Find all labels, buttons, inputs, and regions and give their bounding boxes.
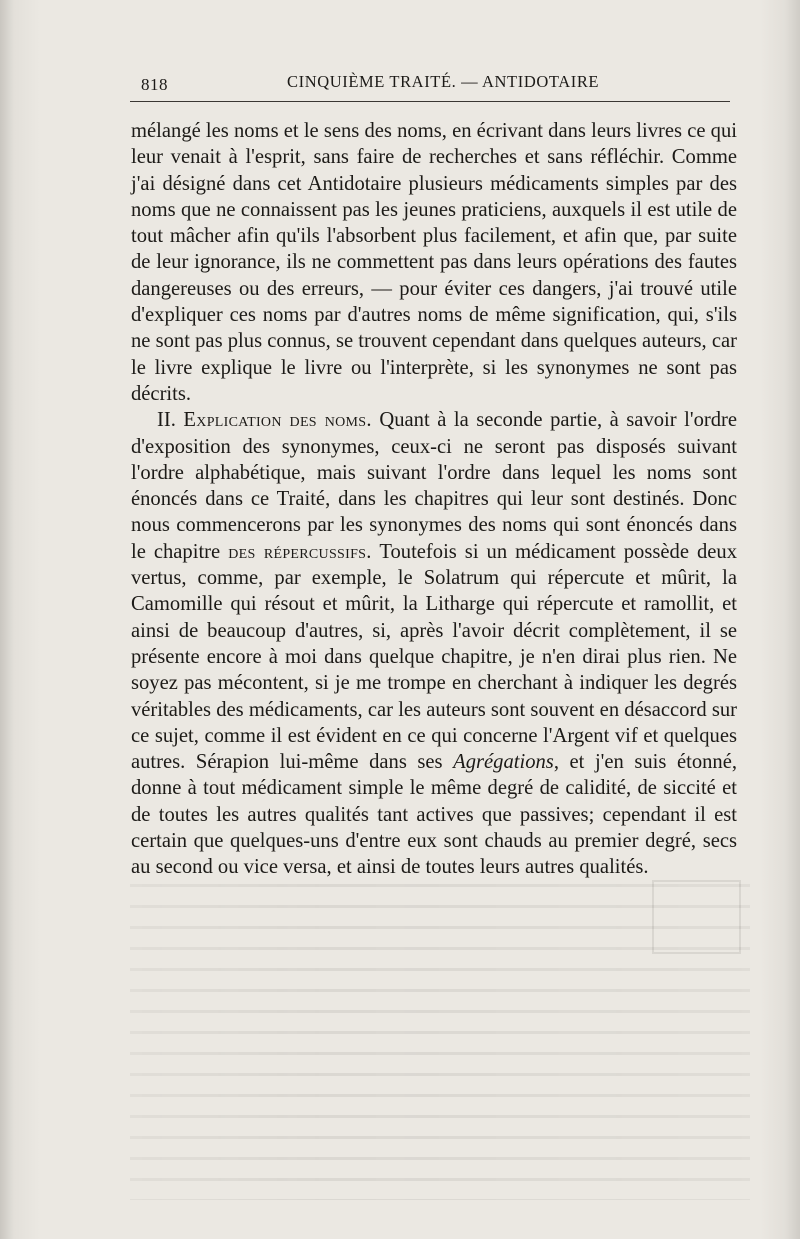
paragraph-2 (131, 407, 737, 880)
chapter-name: des répercussifs. (228, 540, 372, 563)
page-header (0, 70, 800, 100)
paragraph-1: mélangé les noms et le sens des noms, en écrivant dans leurs livres ce qui leur venait à l'esprit, sans faire de recherches et sans réfléchir. Comme j'ai désigné dans cet Antidotaire plusieurs médicaments simples par des noms que ne connaissent pas les jeunes praticiens, auxquels il est utile de tout mâcher afin qu'ils l'absorbent plus facilement, et afin que, par suite de leur ignorance, ils ne commettent pas dans leurs opérations des fautes dangereuses ou des erreurs, — pour éviter ces dangers, j'ai trouvé utile d'expliquer ces noms par d'autres noms de même signification, qui, s'ils ne sont pas plus connus, se trouvent cependant dans quelques auteurs, car le livre explique le livre ou l'interprète, si les synonymes ne sont pas décrits. (131, 120, 737, 405)
section-heading: Explication des noms. (183, 409, 372, 432)
paragraph-2-text-a: Quant à la seconde partie, à savoir l'ordre d'exposition des synonymes, ceux-ci ne seront pas disposés suivant l'ordre alphabétique, mais suivant l'ordre dans lequel les noms sont énoncés dans ce Traité, dans les chapitres qui leur sont destinés. Donc nous commencerons par les synonymes des noms qui sont énoncés dans le chapitre (131, 409, 738, 563)
paragraph-2-text-b: Toutefois si un médicament possède deux vertus, comme, par exemple, le Solatrum qui répercute et mûrit, la Camomille qui résout et mûrit, la Litharge qui répercute et ramollit, et ainsi de beaucoup d'autres, si, après l'avoir décrit complètement, il se présente encore à moi dans quelque chapitre, je n'en dirai plus rien. Ne soyez pas mécontent, si je me trompe en cherchant à indiquer les degrés véritables des médicaments, car les auteurs sont souvent en désaccord sur ce sujet, comme il est évident en ce qui concerne l'Argent vif et quelques autres. Sérapion lui-même dans ses (131, 540, 737, 774)
paragraph-2-text-c: , et j'en suis étonné, donne à tout médicament simple le même degré de calidité, de siccité et de toutes les autres qualités tant actives que passives; cependant il est certain que quelques-uns d'entre eux sont chauds au premier degré, secs au second ou vice versa, et ainsi de toutes leurs autres qualités. (131, 751, 738, 879)
running-title: CINQUIÈME TRAITÉ. — ANTIDOTAIRE (287, 72, 600, 91)
book-title: Agrégations (453, 751, 554, 774)
body-text (131, 118, 737, 881)
page-number: 818 (141, 75, 168, 94)
show-through-figure (652, 880, 741, 954)
header-rule (130, 101, 730, 102)
section-numeral: II. (157, 409, 176, 432)
